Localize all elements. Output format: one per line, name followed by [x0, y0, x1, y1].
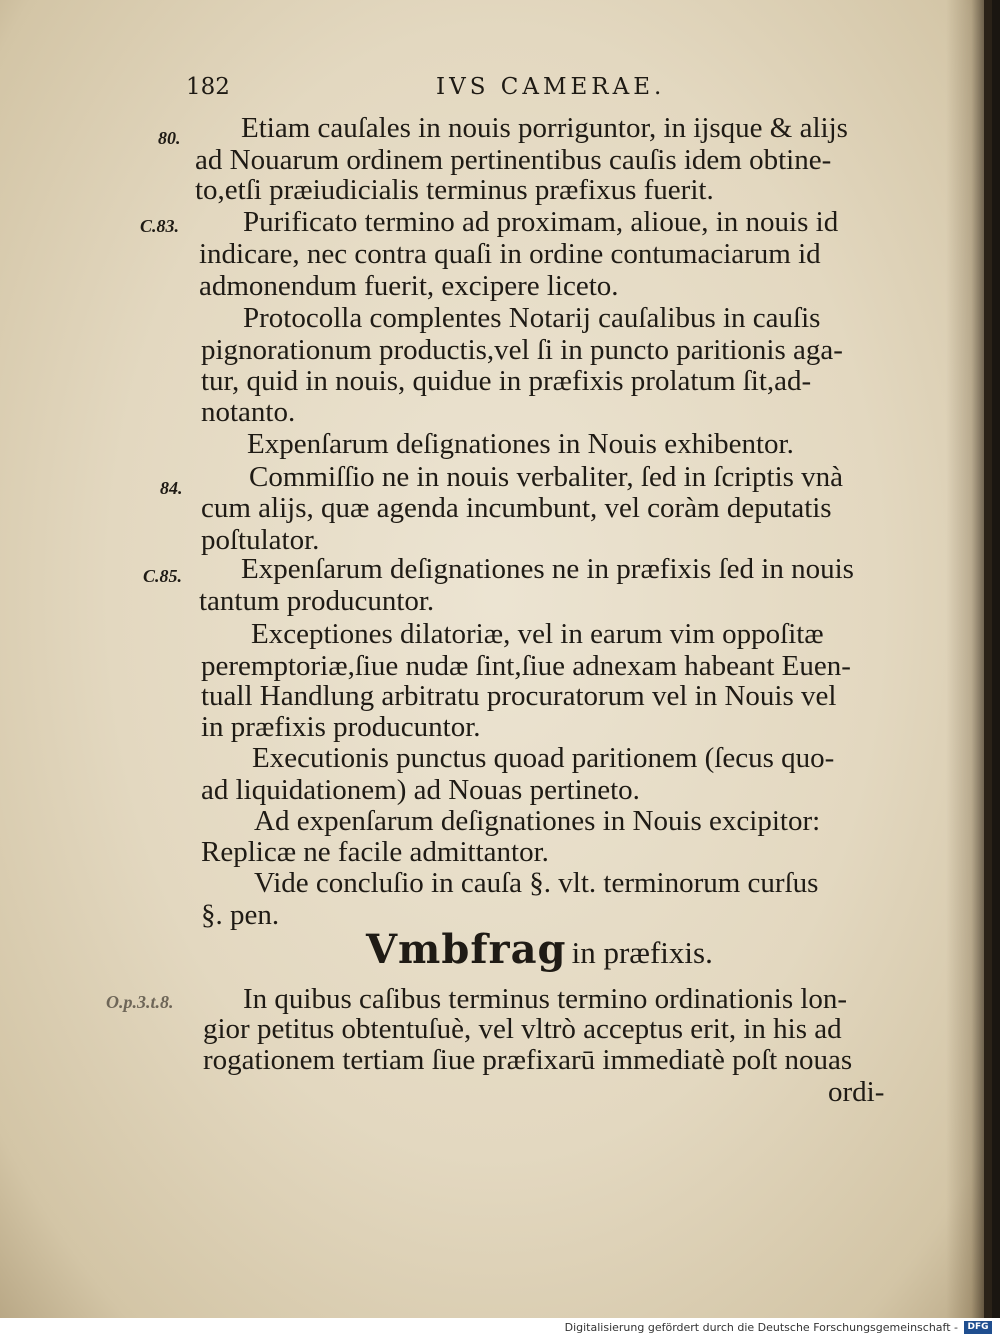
text-line: to,etſi præiudicialis terminus præfixus fuerit. [195, 174, 714, 206]
text-line: admonendum fuerit, excipere liceto. [199, 270, 619, 302]
margin-note: 84. [160, 478, 183, 498]
text-line: Expenſarum deſignationes in Nouis exhibentor. [247, 428, 794, 460]
text-line: In quibus caſibus terminus termino ordinationis lon- [243, 983, 848, 1015]
margin-note: C.85. [143, 566, 183, 586]
text-line: Replicæ ne facile admittantor. [201, 836, 549, 868]
text-line: §. pen. [201, 899, 280, 931]
text-line: ad Nouarum ordinem pertinentibus cauſis idem obtine- [195, 144, 832, 176]
text-line: notanto. [201, 396, 296, 428]
catchword: ordi- [828, 1076, 885, 1108]
margin-note: O.p.3.t.8. [106, 992, 174, 1012]
text-line: indicare, nec contra quaſi in ordine contumaciarum id [199, 238, 821, 270]
text-line: tur, quid in nouis, quidue in præfixis prolatum ſit,ad- [201, 365, 812, 397]
margin-note: 80. [158, 128, 181, 148]
text-line: peremptoriæ,ſiue nudæ ſint,ſiue adnexam habeant Euen- [201, 650, 851, 682]
page-number: 182 [186, 74, 230, 100]
text-line: in præfixis producuntor. [201, 711, 481, 743]
text-line: Exceptiones dilatoriæ, vel in earum vim oppoſitæ [251, 618, 824, 650]
text-line: gior petitus obtentuſuè, vel vltrò acceptus erit, in his ad [203, 1013, 842, 1045]
digitization-footer [0, 1318, 1000, 1339]
text-line: Executionis punctus quoad paritionem (ſecus quo- [252, 742, 835, 774]
page-edge [984, 0, 992, 1318]
text-line: ad liquidationem) ad Nouas pertineto. [201, 774, 640, 806]
text-line: Expenſarum deſignationes ne in præfixis ſed in nouis [241, 553, 854, 585]
footer-credit: Digitalisierung gefördert durch die Deutsche Forschungsgemeinschaft - [564, 1321, 958, 1334]
running-title: IVS CAMERAE. [436, 74, 666, 100]
text-line: rogationem tertiam ſiue præfixarū immediatè poſt nouas [203, 1044, 853, 1076]
text-line: Vide concluſio in cauſa §. vlt. terminorum curſus [254, 867, 819, 899]
text-line: pignorationum productis,vel ſi in puncto paritionis aga- [201, 334, 843, 366]
dfg-logo: DFG [964, 1321, 992, 1334]
text-line: poſtulator. [201, 524, 320, 556]
text-line: tuall Handlung arbitratu procuratorum vel in Nouis vel [201, 680, 837, 712]
section-heading-fraktur: Vmbfrag [366, 926, 567, 973]
margin-note: C.83. [140, 216, 180, 236]
text-line: cum alijs, quæ agenda incumbunt, vel coràm deputatis [201, 492, 832, 524]
text-line: Commiſſio ne in nouis verbaliter, ſed in ſcriptis vnà [249, 461, 844, 493]
section-heading-latin: in præfixis. [571, 935, 713, 970]
text-line: Protocolla complentes Notarij cauſalibus in cauſis [243, 302, 821, 334]
text-line: Purificato termino ad proximam, alioue, in nouis id [243, 206, 839, 238]
section-heading [366, 926, 713, 973]
text-line: Etiam cauſales in nouis porriguntor, in ijsque & alijs [241, 112, 848, 144]
text-line: Ad expenſarum deſignationes in Nouis excipitor: [254, 805, 821, 837]
text-line: tantum producuntor. [199, 585, 435, 617]
